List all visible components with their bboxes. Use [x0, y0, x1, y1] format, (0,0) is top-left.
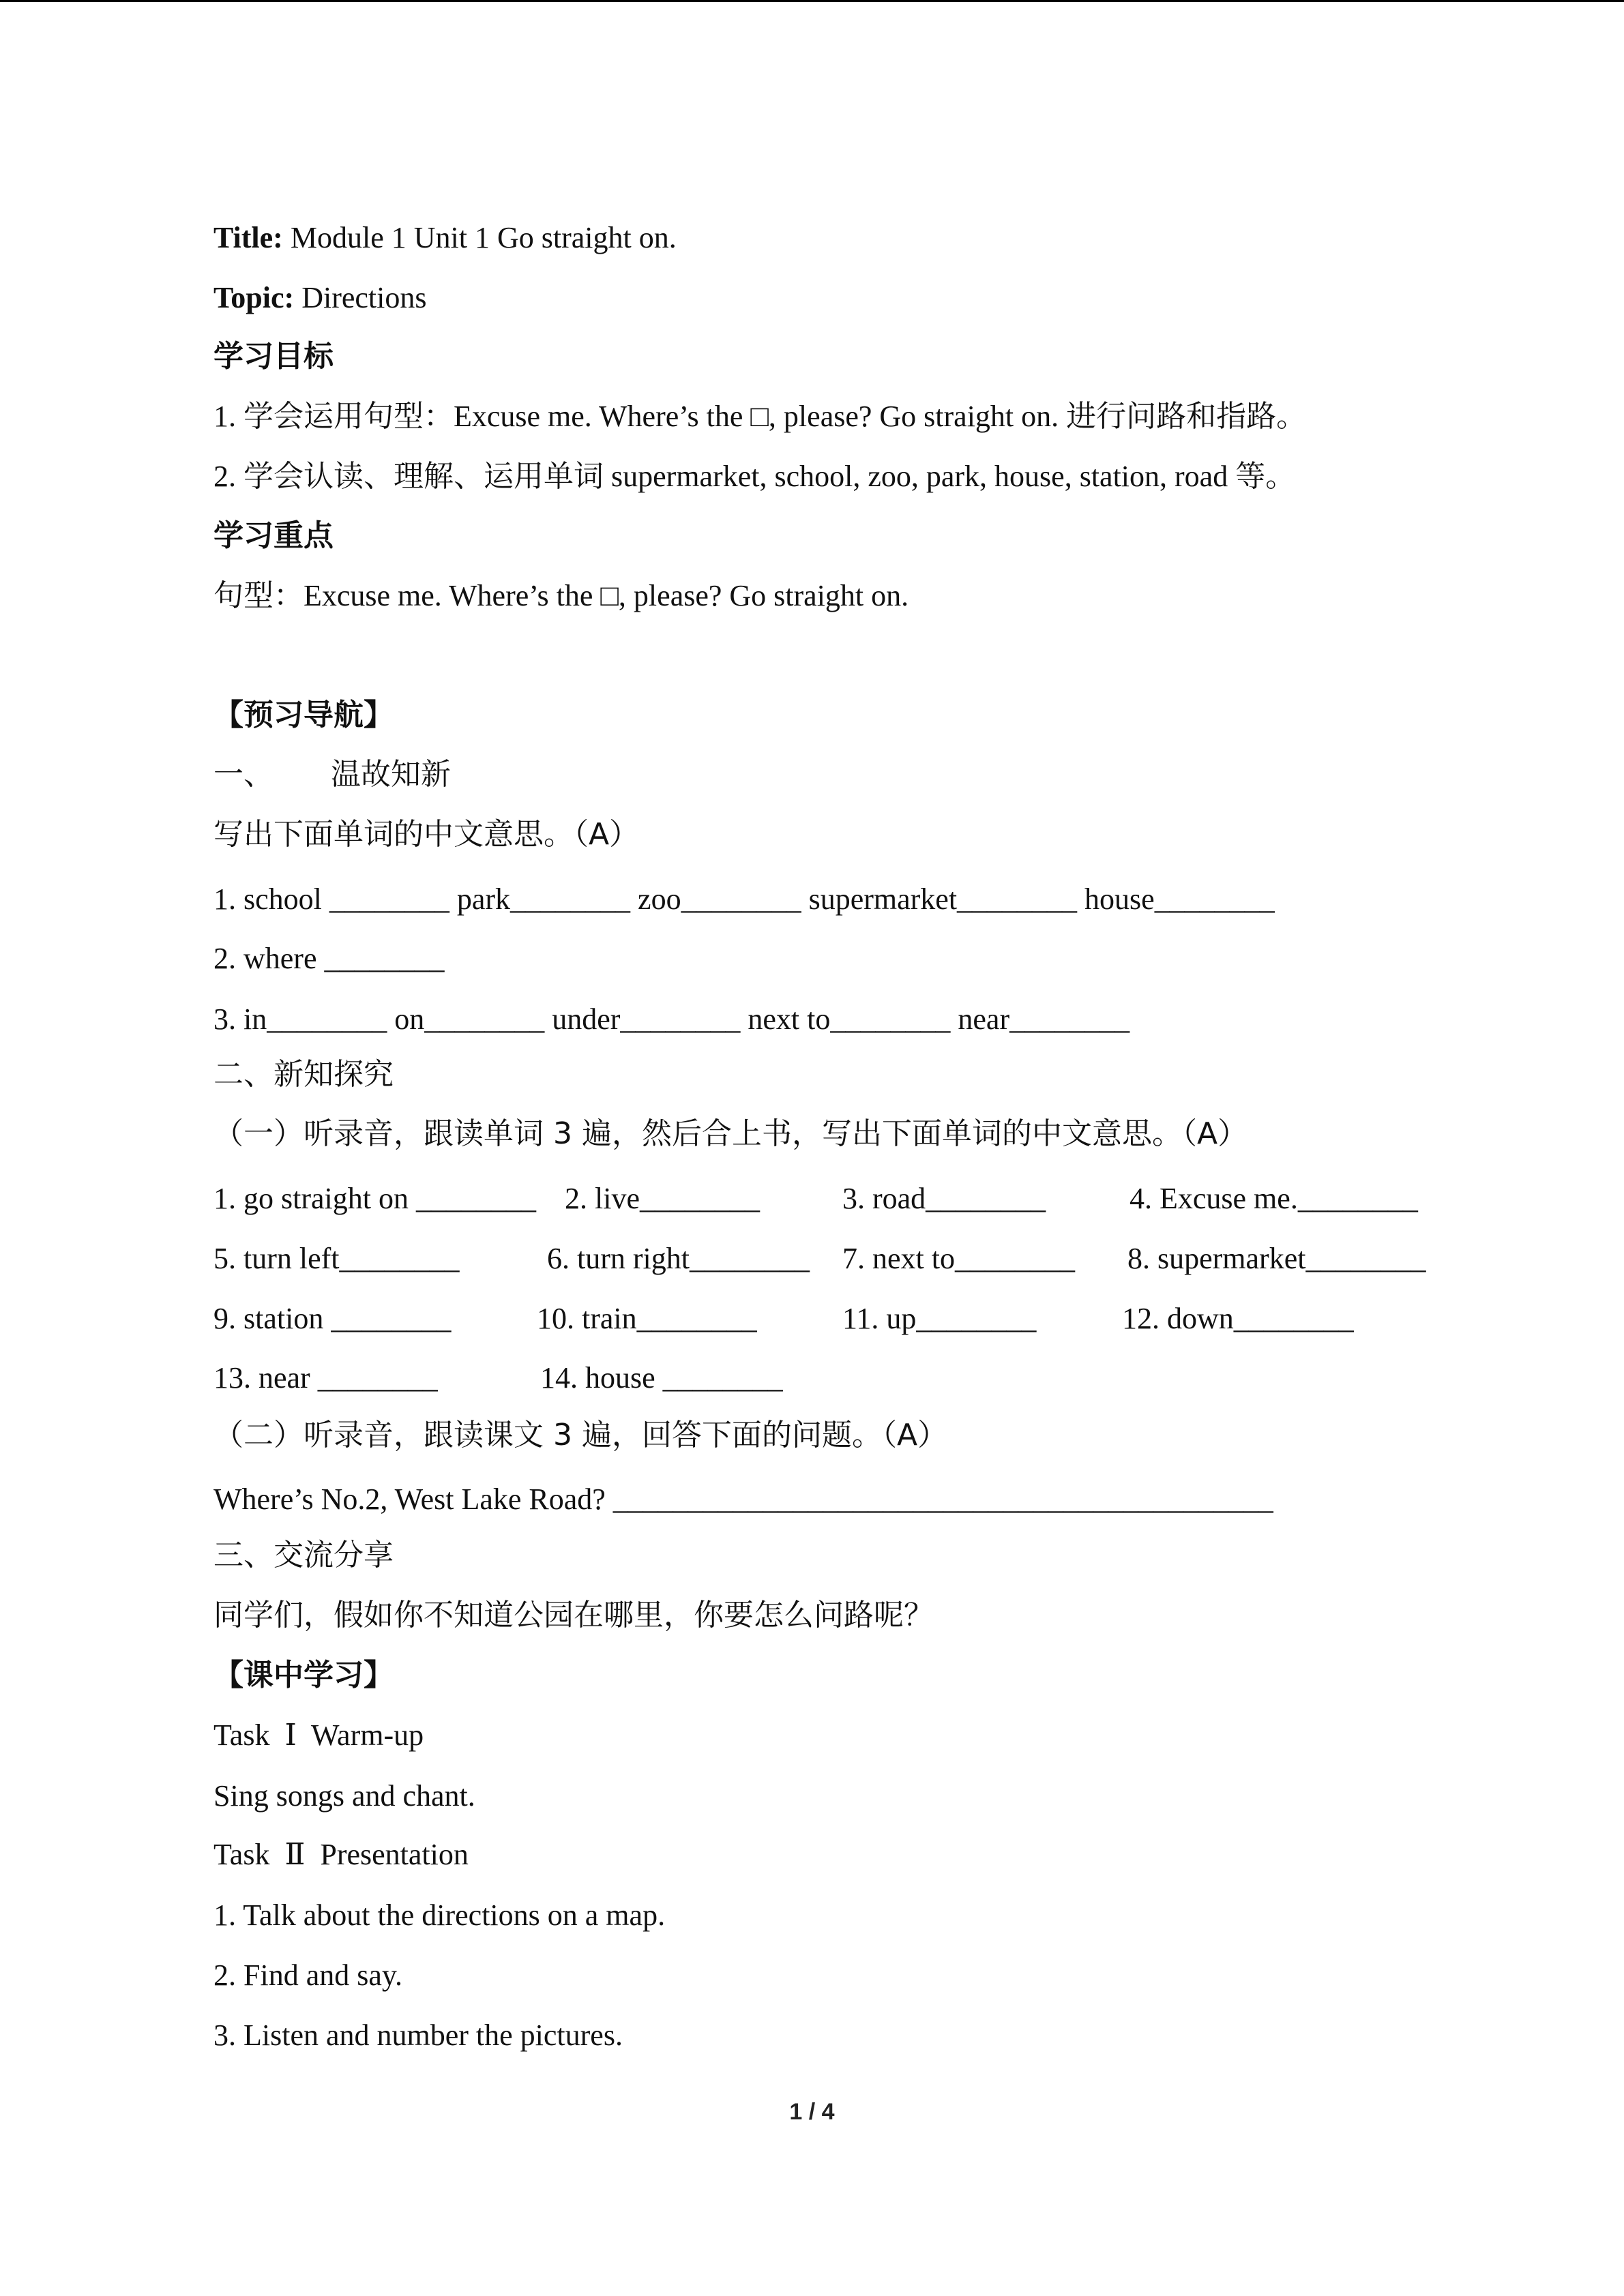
vocab-cell: 11. up________: [842, 1302, 1037, 1335]
page-number: 1 / 4: [789, 2099, 835, 2125]
task1-text: Sing songs and chant.: [213, 1779, 475, 1813]
explore-heading: 二、新知探究: [213, 1057, 394, 1092]
vocab-cell: 6. turn right________: [547, 1242, 810, 1275]
page-top-border: [0, 0, 1624, 2]
vocab-cell: 1. go straight on ________: [213, 1182, 536, 1215]
review-heading: 一、 温故知新: [213, 757, 451, 792]
title-line: Title: Module 1 Unit 1 Go straight on.: [213, 221, 677, 254]
preview-heading: 【预习导航】: [213, 698, 394, 732]
in-class-heading: 【课中学习】: [213, 1658, 394, 1693]
vocab-cell: 13. near ________: [213, 1361, 438, 1395]
vocab-row: [213, 1299, 1578, 1339]
task1-title: Task Ⅰ Warm-up: [213, 1718, 424, 1752]
key-points-text: 句型：Excuse me. Where’s the □, please? Go straight on.: [213, 579, 909, 612]
share-heading: 三、交流分享: [213, 1538, 394, 1572]
vocab-row: [213, 1358, 1578, 1398]
vocab-cell: 12. down________: [1122, 1302, 1354, 1335]
vocab-cell: 7. next to________: [842, 1242, 1075, 1275]
vocab-cell: 4. Excuse me.________: [1130, 1182, 1418, 1215]
review-row: 3. in________ on________ under________ next to________ near________: [213, 1002, 1130, 1036]
key-points-heading: 学习重点: [213, 518, 334, 553]
review-row: 1. school ________ park________ zoo________ supermarket________ house________: [213, 882, 1275, 916]
explore-part1-instruction: （一）听录音，跟读单词 3 遍，然后合上书，写出下面单词的中文意思。（A）: [213, 1116, 1248, 1151]
goal-item: 2. 学会认读、理解、运用单词 supermarket, school, zoo, park, house, station, road 等。: [213, 460, 1296, 493]
goals-heading: 学习目标: [213, 339, 334, 374]
vocab-cell: 10. train________: [537, 1302, 757, 1335]
topic-line: Topic: Directions: [213, 281, 427, 314]
task2-item: 3. Listen and number the pictures.: [213, 2018, 623, 2052]
goal-item: 1. 学会运用句型：Excuse me. Where’s the □, please? Go straight on. 进行问路和指路。: [213, 400, 1307, 433]
vocab-cell: 9. station ________: [213, 1302, 452, 1335]
share-text: 同学们，假如你不知道公园在哪里，你要怎么问路呢？: [213, 1598, 934, 1632]
explore-question: Where’s No.2, West Lake Road? ____________________________________________: [213, 1482, 1273, 1516]
vocab-row: [213, 1239, 1578, 1279]
explore-part2-instruction: （二）听录音，跟读课文 3 遍，回答下面的问题。（A）: [213, 1418, 948, 1452]
task2-item: 2. Find and say.: [213, 1958, 403, 1992]
vocab-row: [213, 1179, 1578, 1219]
vocab-cell: 2. live________: [565, 1182, 760, 1215]
review-instruction: 写出下面单词的中文意思。（A）: [213, 817, 640, 852]
vocab-cell: 14. house ________: [540, 1361, 783, 1395]
vocab-cell: 8. supermarket________: [1127, 1242, 1426, 1275]
review-row: 2. where ________: [213, 942, 445, 975]
task2-item: 1. Talk about the directions on a map.: [213, 1898, 666, 1932]
task2-title: Task Ⅱ Presentation: [213, 1838, 469, 1871]
vocab-cell: 5. turn left________: [213, 1242, 460, 1275]
vocab-cell: 3. road________: [842, 1182, 1046, 1215]
